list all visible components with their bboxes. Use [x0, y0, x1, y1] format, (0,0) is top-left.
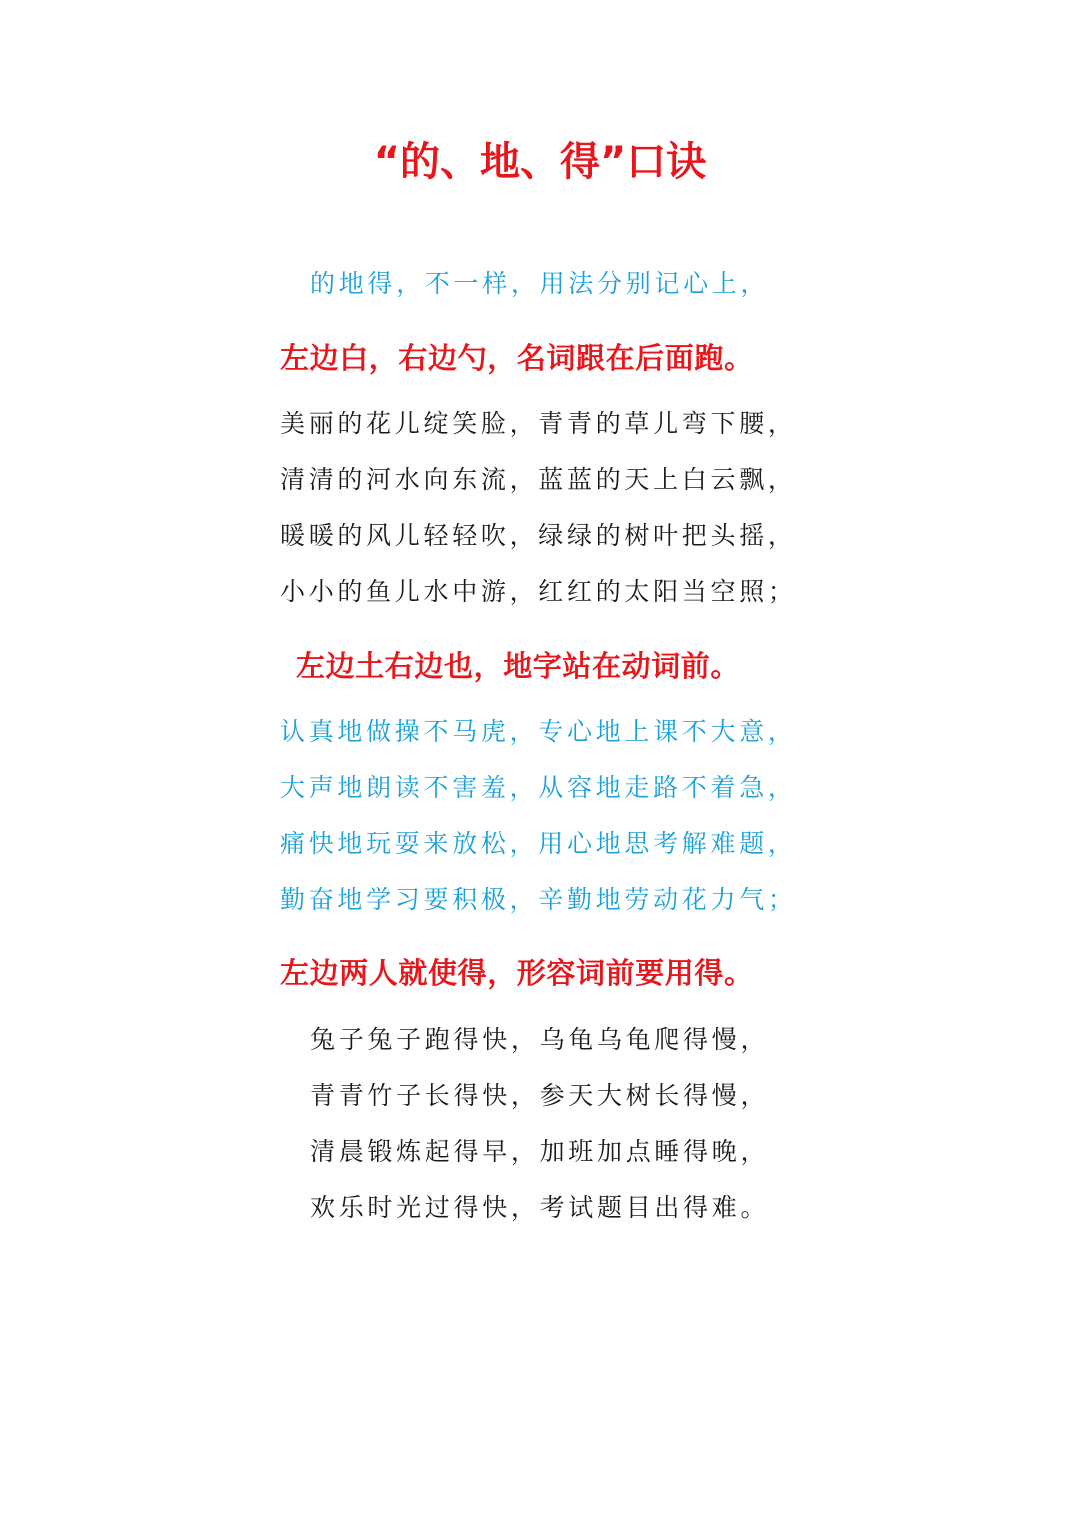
di-example-line: 痛快地玩耍来放松，用心地思考解难题， [280, 829, 797, 858]
de-example-line: 暖暖的风儿轻轻吹，绿绿的树叶把头摇， [280, 521, 797, 550]
intro-line: 的地得，不一样，用法分别记心上， [310, 269, 770, 298]
de-example-line: 清清的河水向东流，蓝蓝的天上白云飘， [280, 465, 797, 494]
di-example-line: 大声地朗读不害羞，从容地走路不着急， [280, 773, 797, 802]
dei-rule-line: 左边两人就使得，形容词前要用得。 [280, 956, 754, 990]
dei-example-line: 欢乐时光过得快，考试题目出得难。 [310, 1193, 770, 1222]
page-title: “的、地、得”口诀 [373, 139, 707, 185]
di-example-line: 认真地做操不马虎，专心地上课不大意， [280, 717, 797, 746]
di-rule-line: 左边土右边也，地字站在动词前。 [296, 649, 741, 683]
di-example-line: 勤奋地学习要积极，辛勤地劳动花力气； [280, 885, 797, 914]
dei-example-line: 清晨锻炼起得早，加班加点睡得晚， [310, 1137, 770, 1166]
dei-example-line: 兔子兔子跑得快，乌龟乌龟爬得慢， [310, 1025, 770, 1054]
de-rule-line: 左边白，右边勺，名词跟在后面跑。 [280, 341, 754, 375]
de-example-line: 小小的鱼儿水中游，红红的太阳当空照； [280, 577, 797, 606]
de-example-line: 美丽的花儿绽笑脸，青青的草儿弯下腰， [280, 409, 797, 438]
dei-example-line: 青青竹子长得快，参天大树长得慢， [310, 1081, 770, 1110]
